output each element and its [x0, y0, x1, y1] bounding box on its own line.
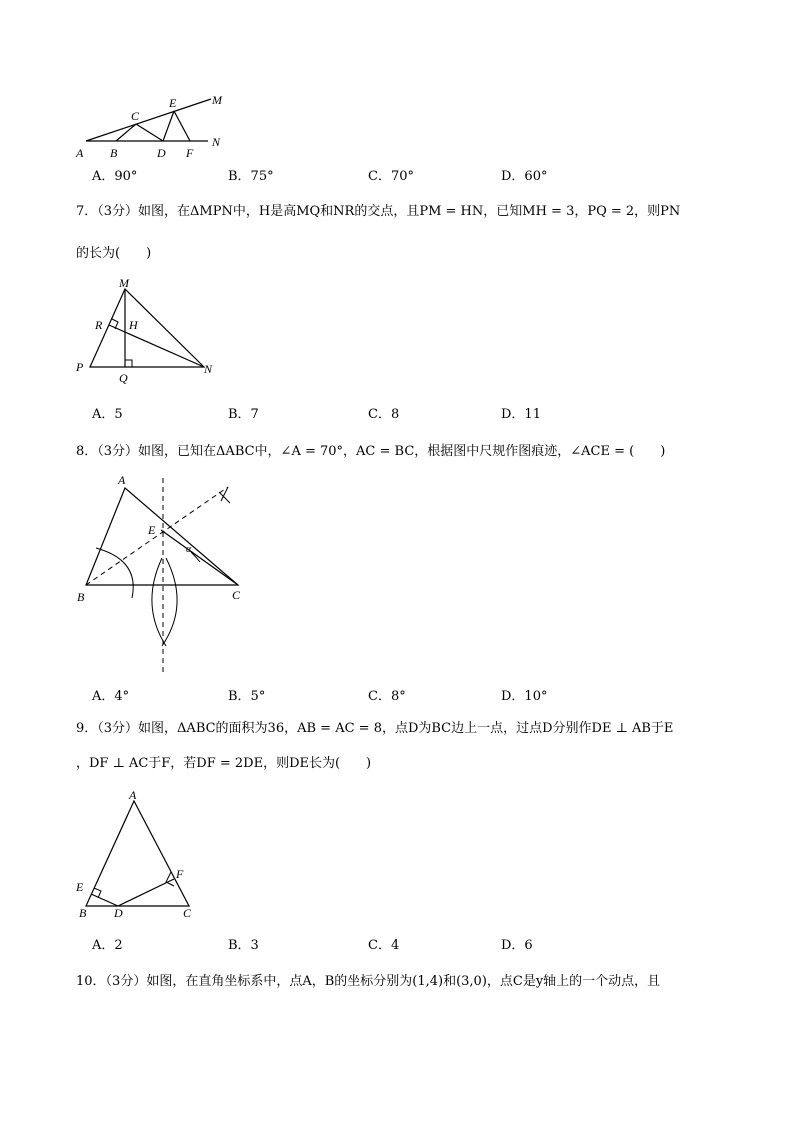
q8-option-c: C．8° [368, 689, 406, 704]
q6-label-n: N [212, 135, 221, 149]
q9-option-b: B．3 [228, 938, 259, 953]
q7-option-b: B．7 [228, 407, 259, 422]
q7-label-p: P [76, 360, 84, 374]
q6-label-m: M [212, 93, 222, 107]
q9-option-d: D．6 [501, 938, 533, 953]
q8-label-alpha: α [186, 544, 192, 555]
q6-label-c: C [131, 109, 140, 123]
q6-label-b: B [110, 146, 118, 160]
q7-label-r: R [95, 318, 103, 332]
q6-option-a: A．90° [92, 169, 138, 184]
q9-label-e: E [76, 880, 84, 894]
q9-label-c: C [183, 906, 192, 920]
q9-option-a: A．2 [92, 938, 123, 953]
q9-label-b: B [79, 906, 87, 920]
q7-label-n: N [204, 362, 213, 376]
q8-option-b: B．5° [228, 689, 266, 704]
q6-label-a: A [76, 146, 84, 160]
q7-label-q: Q [119, 371, 128, 385]
q6-option-d: D．60° [501, 169, 548, 184]
q8-option-d: D．10° [501, 689, 548, 704]
q8-label-b: B [77, 590, 85, 604]
q9-label-d: D [114, 906, 123, 920]
q9-stem-line1: 9．（3分）如图，ΔABC的面积为36，AB = AC = 8，点D为BC边上一点，过点D分别作DE ⊥ AB于E [76, 721, 674, 736]
q6-label-d: D [157, 146, 166, 160]
q8-label-e: E [148, 523, 156, 537]
q6-option-b: B．75° [228, 169, 274, 184]
q7-stem-line2: 的长为( ) [76, 246, 152, 261]
q7-option-c: C．8 [368, 407, 400, 422]
q6-option-c: C．70° [368, 169, 414, 184]
q7-label-h: H [129, 318, 138, 332]
q9-stem-line2: ，DF ⊥ AC于F，若DF = 2DE，则DE长为( ) [76, 756, 372, 771]
q10-stem-line1: 10．（3分）如图，在直角坐标系中，点A，B的坐标分别为(1,4)和(3,0)，点C是y轴上的一个动点，且 [76, 974, 661, 989]
q6-label-f: F [186, 146, 194, 160]
q8-option-a: A．4° [92, 689, 130, 704]
q8-label-a: A [118, 473, 126, 487]
q9-label-f: F [176, 867, 184, 881]
q7-stem-line1: 7．（3分）如图，在ΔMPN中，H是高MQ和NR的交点，且PM = HN，已知MH = 3，PQ = 2，则PN [76, 204, 681, 219]
q8-stem-line1: 8．（3分）如图，已知在ΔABC中，∠A = 70°，AC = BC，根据图中尺规作图痕迹，∠ACE = ( ) [76, 444, 666, 459]
q9-option-c: C．4 [368, 938, 400, 953]
q7-option-a: A．5 [92, 407, 123, 422]
q8-label-c: C [232, 588, 241, 602]
q6-label-e: E [169, 96, 177, 110]
q7-option-d: D．11 [501, 407, 541, 422]
q7-label-m: M [119, 276, 129, 290]
q9-label-a: A [129, 788, 137, 802]
